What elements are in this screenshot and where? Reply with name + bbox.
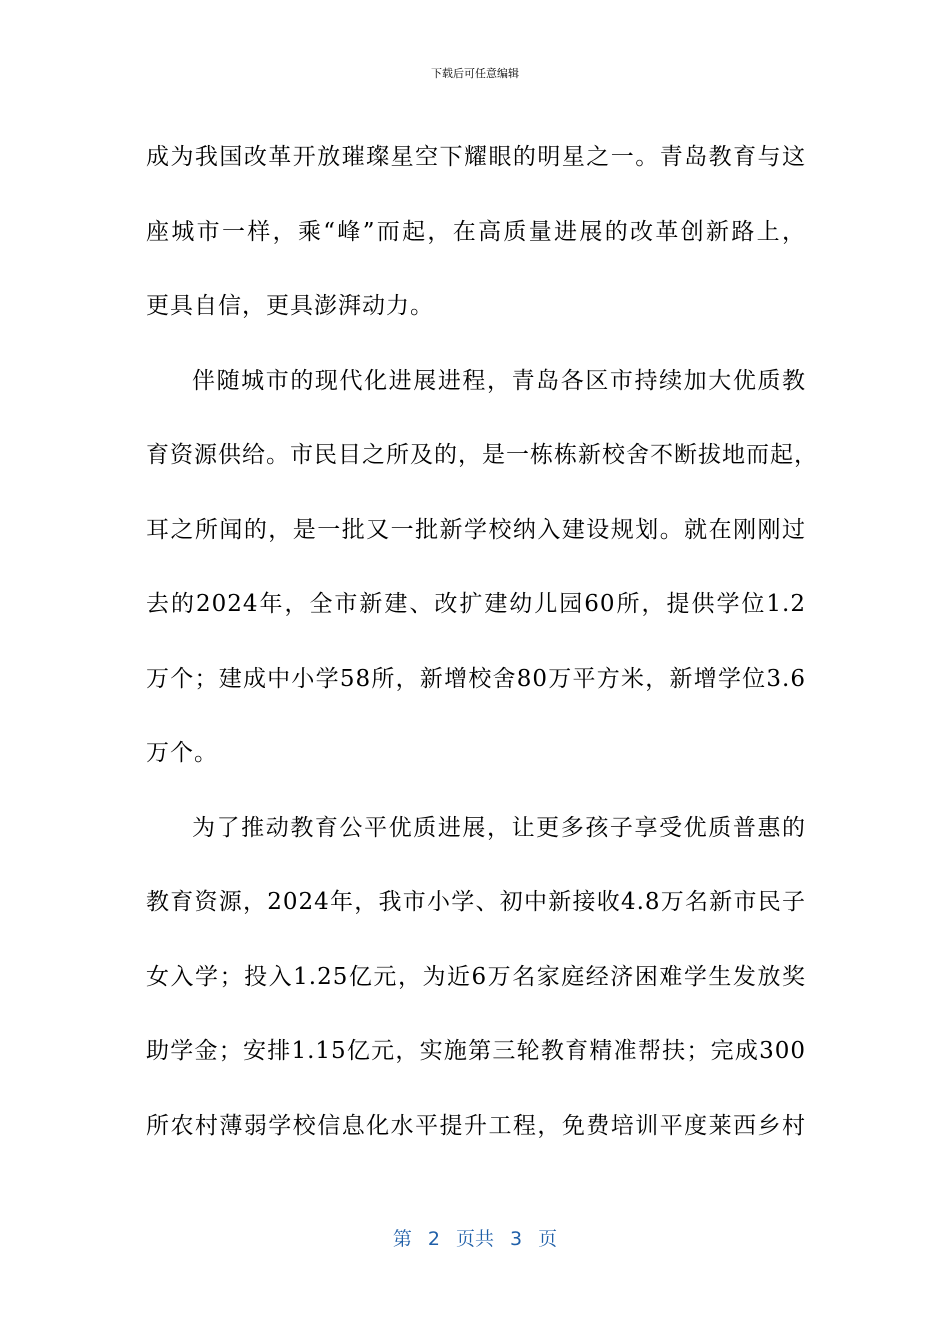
text-line: 万个；建成中小学58所，新增校舍80万平方米，新增学位3.6	[146, 665, 806, 692]
page-label-mid: 页共	[455, 1228, 494, 1250]
text-line: 育资源供给。市民目之所及的，是一栋栋新校舍不断拔地而起，	[146, 442, 818, 468]
text-line: 座城市一样，乘“峰”而起，在高质量进展的改革创新路上，	[146, 218, 806, 245]
page-label-suffix: 页	[538, 1228, 558, 1250]
text-line: 助学金；安排1.15亿元，实施第三轮教育精准帮扶；完成300	[146, 1038, 806, 1064]
text-line: 耳之所闻的，是一批又一批新学校纳入建设规划。就在刚刚过	[146, 516, 806, 543]
paragraph-1	[146, 120, 806, 344]
paragraph-3	[146, 791, 806, 1164]
text-line: 更具自信，更具澎湃动力。	[146, 293, 434, 319]
text-line: 所农村薄弱学校信息化水平提升工程，免费培训平度莱西乡村	[146, 1112, 806, 1139]
text-line: 万个。	[146, 740, 218, 766]
paragraph-2	[146, 344, 818, 791]
current-page-number: 2	[427, 1228, 440, 1250]
text-line: 去的2024年，全市新建、改扩建幼儿园60所，提供学位1.2	[146, 591, 806, 617]
page-footer	[0, 1225, 950, 1253]
text-line: 为了推动教育公平优质进展，让更多孩子享受优质普惠的	[192, 814, 806, 841]
text-line: 教育资源，2024年，我市小学、初中新接收4.8万名新市民子	[146, 889, 806, 915]
page-header: 下载后可任意编辑	[431, 67, 519, 80]
text-line: 伴随城市的现代化进展进程，青岛各区市持续加大优质教	[192, 367, 806, 394]
text-line: 成为我国改革开放璀璨星空下耀眼的明星之一。青岛教育与这	[146, 144, 806, 170]
page-label-prefix: 第	[392, 1228, 412, 1250]
text-line: 女入学；投入1.25亿元，为近6万名家庭经济困难学生发放奖	[146, 963, 806, 990]
total-pages-number: 3	[510, 1228, 523, 1250]
document-body	[146, 120, 818, 1163]
